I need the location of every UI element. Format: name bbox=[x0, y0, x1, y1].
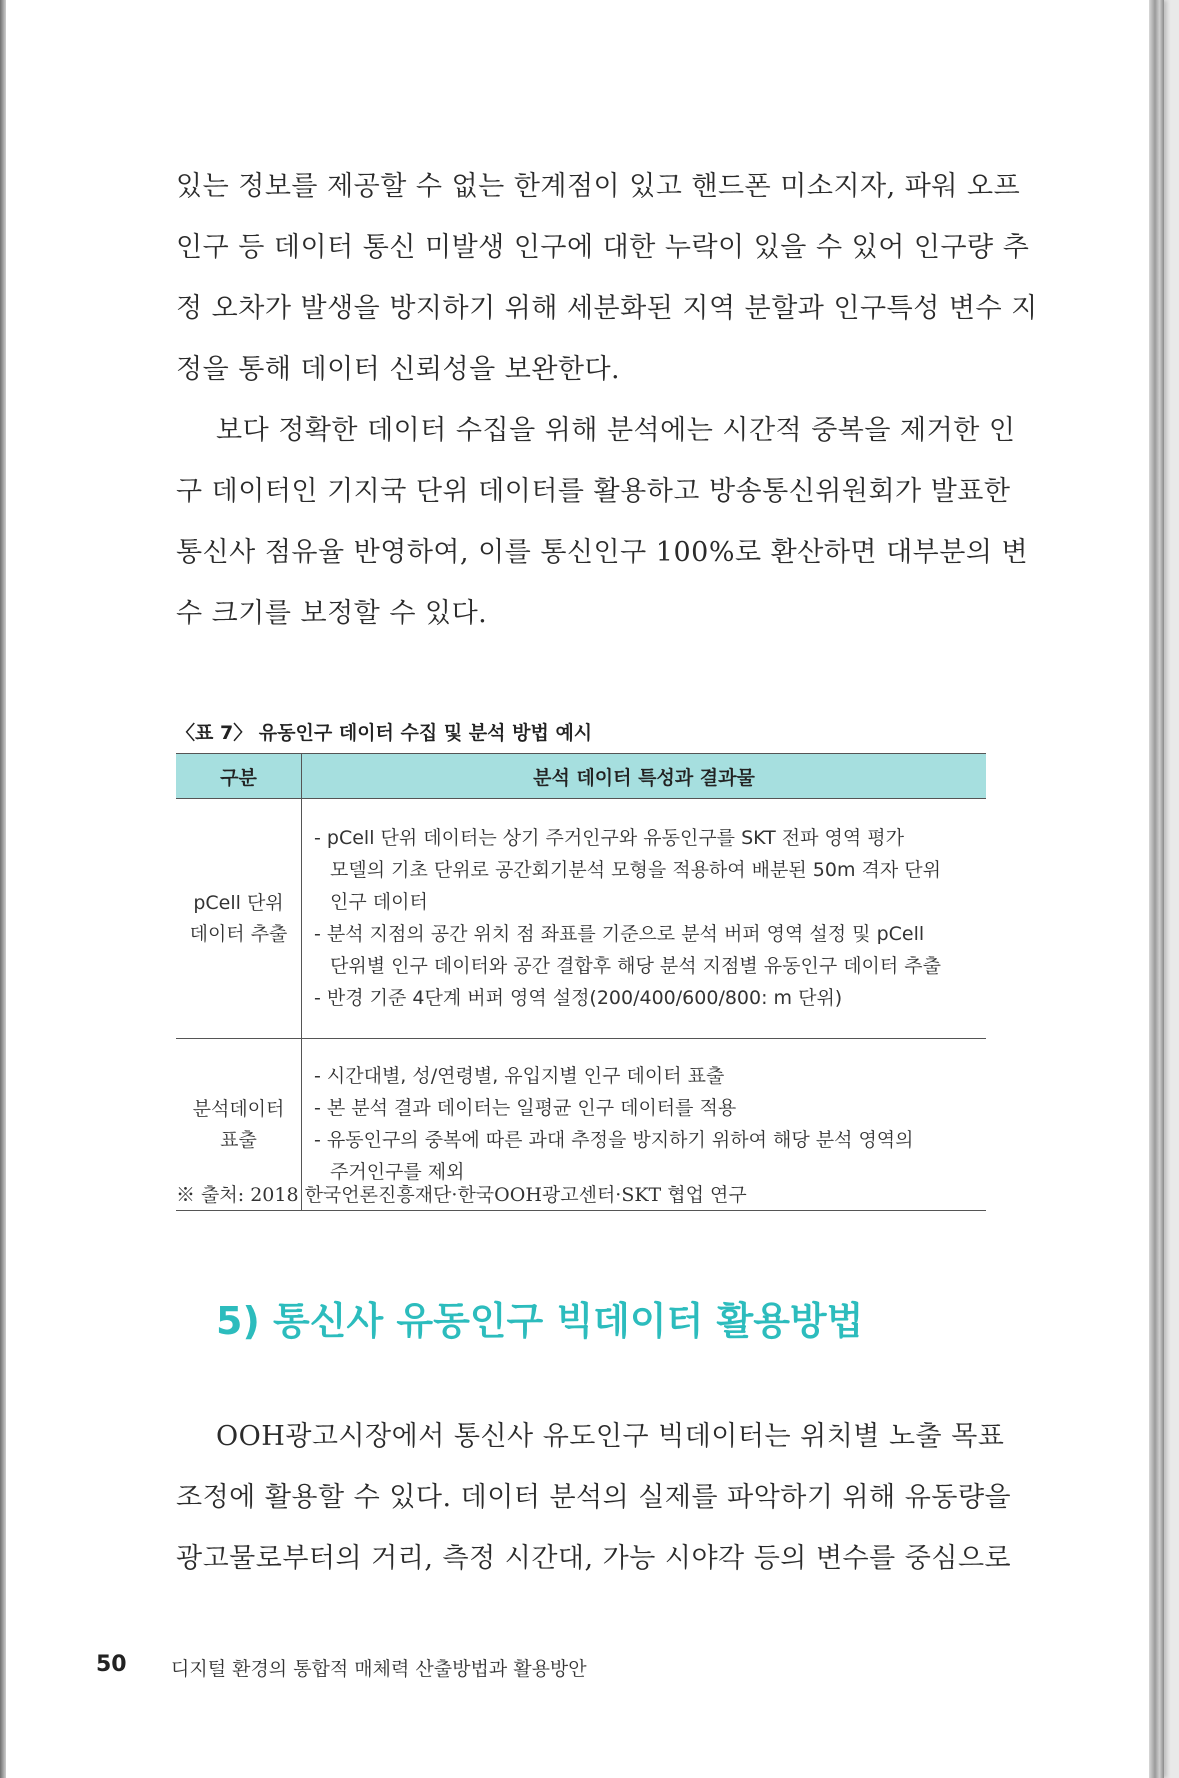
bullet-item bbox=[314, 1092, 976, 1124]
section-heading: 5) 통신사 유동인구 빅데이터 활용방법 bbox=[216, 1299, 864, 1343]
category-line: pCell 단위 bbox=[193, 891, 284, 914]
bullet-text: - 유동인구의 중복에 따른 과대 추정을 방지하기 위하여 해당 분석 영역의 bbox=[314, 1129, 914, 1151]
text-line: 조정에 활용할 수 있다. 데이터 분석의 실제를 파악하기 위해 유동량을 bbox=[176, 1482, 1012, 1513]
text-line: 있는 정보를 제공할 수 없는 한계점이 있고 핸드폰 미소지자, 파워 오프 bbox=[176, 171, 1021, 202]
bullet-item bbox=[314, 1124, 976, 1188]
category-line: 표출 bbox=[220, 1128, 257, 1151]
body-paragraph-1 bbox=[176, 156, 1038, 400]
table-header-row bbox=[176, 754, 986, 799]
book-page bbox=[6, 0, 1164, 1778]
bullet-item bbox=[314, 822, 976, 918]
bullet-text: 인구 데이터 bbox=[330, 891, 428, 913]
bullet-text: 단위별 인구 데이터와 공간 결합후 해당 분석 지점별 유동인구 데이터 추출 bbox=[330, 955, 942, 977]
bullet-text: - 분석 지점의 공간 위치 점 좌표를 기준으로 분석 버퍼 영역 설정 및 pCell bbox=[314, 923, 925, 945]
bullet-item bbox=[314, 918, 976, 982]
table-caption: 〈표 7〉 유동인구 데이터 수집 및 분석 방법 예시 bbox=[176, 722, 593, 744]
table-source-note: ※ 출처: 2018 한국언론진흥재단·한국OOH광고센터·SKT 협업 연구 bbox=[176, 1184, 747, 1206]
table-row bbox=[176, 799, 986, 1039]
bullet-text: 모델의 기초 단위로 공간회기분석 모형을 적용하여 배분된 50m 격자 단위 bbox=[330, 859, 941, 881]
data-table bbox=[176, 753, 986, 1211]
text-line: 인구 등 데이터 통신 미발생 인구에 대한 누락이 있을 수 있어 인구량 추 bbox=[176, 232, 1030, 263]
text-line: 통신사 점유율 반영하여, 이를 통신인구 100%로 환산하면 대부분의 변 bbox=[176, 537, 1029, 568]
text-line: 정 오차가 발생을 방지하기 위해 세분화된 지역 분할과 인구특성 변수 지 bbox=[176, 293, 1038, 324]
page-stack-edge bbox=[1149, 0, 1164, 1778]
bullet-text: 주거인구를 제외 bbox=[330, 1161, 465, 1183]
category-line: 데이터 추출 bbox=[189, 922, 288, 945]
table-header-cell: 분석 데이터 특성과 결과물 bbox=[302, 754, 987, 799]
body-paragraph-3 bbox=[176, 1406, 1012, 1589]
table-header-cell: 구분 bbox=[176, 754, 302, 799]
page-number: 50 bbox=[96, 1652, 127, 1677]
body-paragraph-2 bbox=[176, 400, 1029, 644]
bullet-text: - 본 분석 결과 데이터는 일평균 인구 데이터를 적용 bbox=[314, 1097, 737, 1119]
text-line: 보다 정확한 데이터 수집을 위해 분석에는 시간적 중복을 제거한 인 bbox=[216, 415, 1016, 446]
bullet-item bbox=[314, 1060, 976, 1092]
bullet-item bbox=[314, 982, 976, 1014]
text-line: OOH광고시장에서 통신사 유도인구 빅데이터는 위치별 노출 목표 bbox=[216, 1421, 1005, 1452]
category-line: 분석데이터 bbox=[192, 1097, 285, 1120]
table-content-cell bbox=[302, 799, 987, 1039]
table-category-cell bbox=[176, 799, 302, 1039]
text-line: 정을 통해 데이터 신뢰성을 보완한다. bbox=[176, 354, 621, 385]
text-line: 광고물로부터의 거리, 측정 시간대, 가능 시야각 등의 변수를 중심으로 bbox=[176, 1543, 1012, 1574]
bullet-text: - 반경 기준 4단계 버퍼 영역 설정(200/400/600/800: m 단위) bbox=[314, 987, 843, 1009]
text-line: 수 크기를 보정할 수 있다. bbox=[176, 598, 488, 629]
bullet-text: - 시간대별, 성/연령별, 유입지별 인구 데이터 표출 bbox=[314, 1065, 725, 1087]
running-footer-title: 디지털 환경의 통합적 매체력 산출방법과 활용방안 bbox=[171, 1658, 587, 1680]
text-line: 구 데이터인 기지국 단위 데이터를 활용하고 방송통신위원회가 발표한 bbox=[176, 476, 1011, 507]
bullet-text: - pCell 단위 데이터는 상기 주거인구와 유동인구를 SKT 전파 영역 평가 bbox=[314, 827, 904, 849]
